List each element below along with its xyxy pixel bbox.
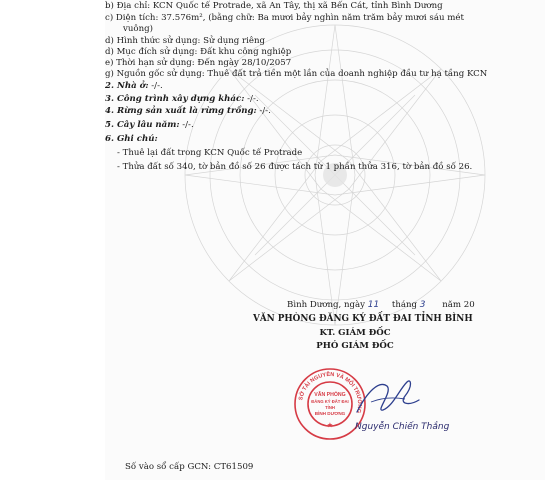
section-perennial-label: 5. Cây lâu năm: (105, 120, 180, 130)
section-house-label: 2. Nhà ở: (105, 81, 149, 91)
svg-text:BÌNH DƯƠNG: BÌNH DƯƠNG (314, 411, 346, 416)
deputy-director: PHÓ GIÁM ĐỐC (316, 341, 394, 351)
section-construction-label: 3. Công trình xây dựng khác: (105, 94, 245, 104)
section-house-value: -/-. (151, 81, 163, 91)
section-house (105, 81, 163, 91)
section-construction-value: -/-. (247, 94, 259, 104)
section-perennial (105, 120, 194, 130)
section-perennial-value: -/-. (182, 120, 194, 130)
date-day: 11 (367, 300, 380, 310)
section-notes (105, 134, 158, 144)
svg-text:SỞ TÀI NGUYÊN VÀ MÔI TRƯỜNG: SỞ TÀI NGUYÊN VÀ MÔI TRƯỜNG (298, 371, 363, 414)
purpose-line: d) Mục đích sử dụng: Đất khu công nghiệp (105, 47, 292, 57)
area-line: c) Diện tích: 37.576m², (bằng chữ: Ba mươi bảy nghìn năm trăm bảy mươi sáu mét (105, 13, 464, 23)
kt-director: KT. GIÁM ĐỐC (319, 328, 391, 338)
section-notes-label: 6. Ghi chú: (105, 134, 158, 144)
certificate-page (105, 0, 545, 480)
origin-line: g) Nguồn gốc sử dụng: Thuê đất trả tiền một lần của doanh nghiệp đầu tư hạ tầng KCN (105, 69, 488, 79)
date-year-word: năm 20 (442, 300, 475, 310)
note-item: - Thửa đất số 340, tờ bản đồ số 26 được tách từ 1 phần thửa 316, tờ bản đồ số 26. (117, 162, 473, 172)
svg-text:ĐĂNG KÝ ĐẤT ĐAI: ĐĂNG KÝ ĐẤT ĐAI (311, 399, 349, 404)
register-number: Số vào sổ cấp GCN: CT61509 (125, 462, 254, 472)
signer-name: Nguyễn Chiến Thắng (355, 422, 450, 432)
svg-text:VĂN PHÒNG: VĂN PHÒNG (314, 392, 346, 398)
place-date (287, 300, 475, 310)
office-name: VĂN PHÒNG ĐĂNG KÝ ĐẤT ĐAI TỈNH BÌNH (253, 314, 473, 324)
area-continuation: vuông) (123, 24, 153, 34)
note-item: - Thuê lại đất trong KCN Quốc tế Protrade (117, 148, 303, 158)
section-forest (105, 106, 271, 116)
section-other-construction (105, 94, 259, 104)
svg-text:★: ★ (327, 423, 333, 429)
section-forest-label: 4. Rừng sản xuất là rừng trồng: (105, 106, 257, 116)
date-month: 3 (419, 300, 426, 310)
date-prefix: Bình Dương, ngày (287, 300, 365, 310)
svg-text:TỈNH: TỈNH (325, 405, 335, 410)
address-line: b) Địa chỉ: KCN Quốc tế Protrade, xã An Tây, thị xã Bến Cát, tỉnh Bình Dương (105, 1, 443, 11)
handwritten-signature-icon (353, 372, 423, 424)
section-forest-value: -/-. (259, 106, 271, 116)
term-line: e) Thời hạn sử dụng: Đến ngày 28/10/2057 (105, 58, 292, 68)
use-form-line: d) Hình thức sử dụng: Sử dụng riêng (105, 36, 266, 46)
date-month-word: tháng (391, 300, 418, 310)
